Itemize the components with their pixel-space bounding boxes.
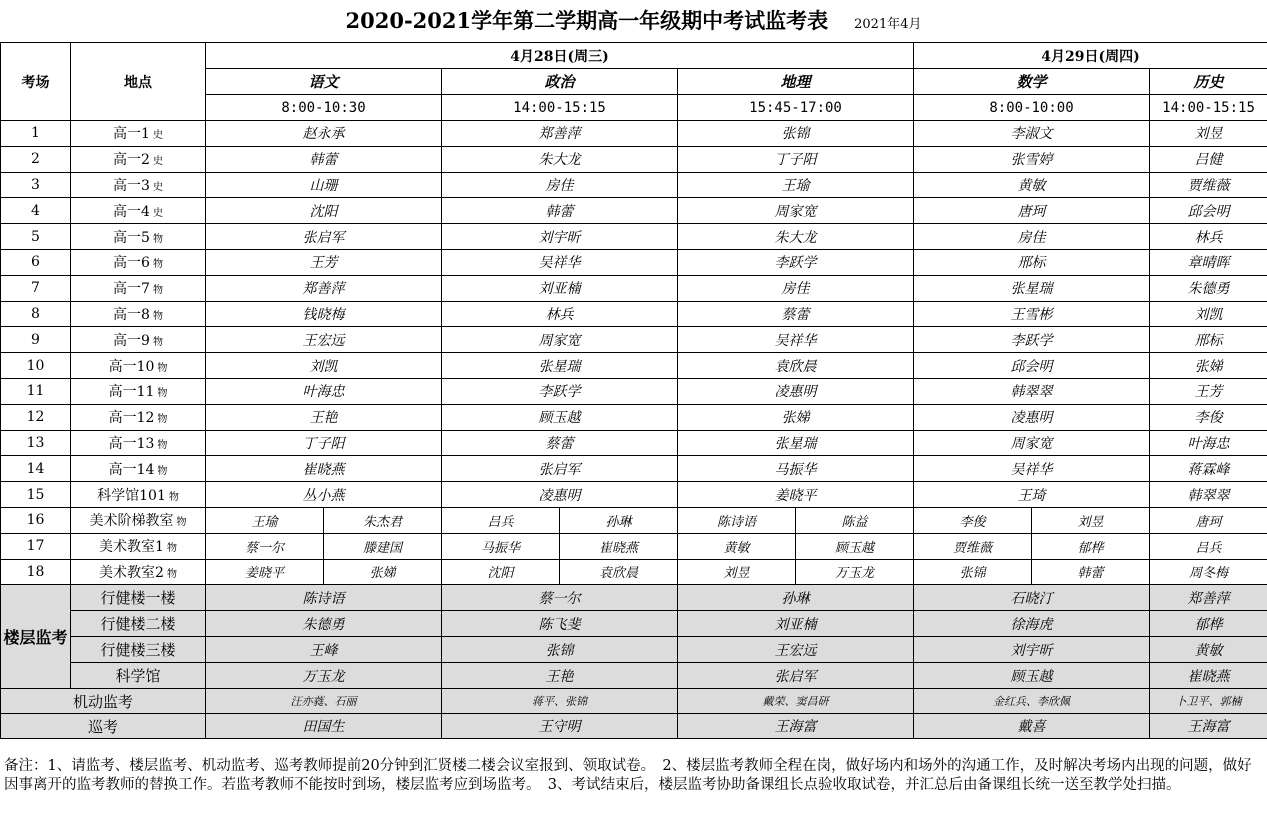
floor-section-label: 楼层监考 xyxy=(1,585,71,689)
room-location xyxy=(71,198,206,224)
table-row xyxy=(1,559,1267,585)
proctor-cell: 凌惠明 xyxy=(914,404,1150,430)
proctor-cell: 张星瑞 xyxy=(678,430,914,456)
proctor-cell: 周冬梅 xyxy=(1150,559,1267,585)
table-row xyxy=(1,224,1267,250)
proctor-cell: 邱会明 xyxy=(1150,198,1267,224)
proctor-cell: 韩蕾 xyxy=(442,198,678,224)
floor-proctor-cell: 张锦 xyxy=(442,637,678,663)
room-track-tag: 史 xyxy=(152,181,163,193)
room-track-tag: 物 xyxy=(168,491,179,503)
proctor-cell: 吴祥华 xyxy=(678,327,914,353)
room-location xyxy=(71,301,206,327)
proctor-cell: 韩蕾 xyxy=(1032,559,1150,585)
room-track-tag: 史 xyxy=(152,130,163,142)
proctor-cell: 房佳 xyxy=(914,224,1150,250)
room-number: 17 xyxy=(1,533,71,559)
table-row xyxy=(1,172,1267,198)
proctor-cell: 李俊 xyxy=(1150,404,1267,430)
subject-header: 历史 xyxy=(1150,69,1267,95)
proctor-cell: 叶海忠 xyxy=(206,378,442,404)
room-track-tag: 物 xyxy=(157,439,168,451)
proctor-cell: 沈阳 xyxy=(442,559,560,585)
proctor-cell: 万玉龙 xyxy=(796,559,914,585)
proctor-cell: 袁欣晨 xyxy=(560,559,678,585)
floor-row xyxy=(1,611,1267,637)
floor-proctor-cell: 王艳 xyxy=(442,663,678,689)
room-number: 13 xyxy=(1,430,71,456)
proctor-cell: 顾玉越 xyxy=(442,404,678,430)
room-track-tag: 史 xyxy=(152,207,163,219)
proctor-cell: 丁子阳 xyxy=(206,430,442,456)
time-header: 8:00-10:30 xyxy=(206,95,442,121)
room-track-tag: 物 xyxy=(152,310,163,322)
proctor-cell: 张雪婷 xyxy=(914,146,1150,172)
proctor-cell: 黄敏 xyxy=(678,533,796,559)
proctor-cell: 王艳 xyxy=(206,404,442,430)
proctor-cell: 朱大龙 xyxy=(442,146,678,172)
proctor-cell: 王瑜 xyxy=(678,172,914,198)
time-header: 14:00-15:15 xyxy=(442,95,678,121)
proctor-cell: 周家宽 xyxy=(914,430,1150,456)
proctor-cell: 郑善萍 xyxy=(442,121,678,147)
room-location-text: 高一7 xyxy=(113,281,150,298)
floor-proctor-cell: 张启军 xyxy=(678,663,914,689)
room-location-text: 高一9 xyxy=(113,332,150,349)
room-track-tag: 史 xyxy=(152,156,163,168)
room-location xyxy=(71,224,206,250)
proctor-cell: 陈益 xyxy=(796,507,914,533)
table-row xyxy=(1,327,1267,353)
room-number: 10 xyxy=(1,353,71,379)
floor-proctor-cell: 陈诗语 xyxy=(206,585,442,611)
room-location-text: 高一13 xyxy=(108,435,155,452)
proctor-cell: 刘凯 xyxy=(206,353,442,379)
floor-row xyxy=(1,585,1267,611)
proctor-cell: 林兵 xyxy=(442,301,678,327)
floor-proctor-cell: 郁桦 xyxy=(1150,611,1267,637)
floor-proctor-cell: 黄敏 xyxy=(1150,637,1267,663)
proctor-cell: 张娣 xyxy=(324,559,442,585)
table-row xyxy=(1,275,1267,301)
proctor-cell: 王宏远 xyxy=(206,327,442,353)
table-row xyxy=(1,507,1267,533)
proctor-cell: 王琦 xyxy=(914,482,1150,508)
proctor-cell: 陈诗语 xyxy=(678,507,796,533)
proctor-cell: 姜晓平 xyxy=(206,559,324,585)
table-row xyxy=(1,404,1267,430)
page-title xyxy=(0,0,1267,42)
room-location xyxy=(71,456,206,482)
proctor-cell: 袁欣晨 xyxy=(678,353,914,379)
proctor-cell: 李淑文 xyxy=(914,121,1150,147)
mobile-proctor-cell: 卜卫平、郭楠 xyxy=(1150,689,1267,714)
proctor-cell: 刘宇昕 xyxy=(442,224,678,250)
subject-header: 语文 xyxy=(206,69,442,95)
notes: 备注：1、请监考、楼层监考、机动监考、巡考教师提前20分钟到汇贤楼二楼会议室报到、领取试卷。 2、楼层监考教师全程在岗，做好场内和场外的沟通工作，及时解决考场内出现的问题，做好因事离开的监考教师的替换工作。若监考教师不能按时到场，楼层监考应到场监考。 3、考试结束后，楼层监考协助备课组长点验收取试卷，并汇总后由备课组长统一送至教学处扫描。 xyxy=(4,758,1252,793)
proctor-cell: 唐珂 xyxy=(1150,507,1267,533)
room-track-tag: 物 xyxy=(152,259,163,271)
table-row xyxy=(1,146,1267,172)
room-location-text: 美术阶梯教室 xyxy=(89,513,174,530)
floor-proctor-cell: 石晓汀 xyxy=(914,585,1150,611)
patrol-cell: 王海富 xyxy=(678,714,914,739)
room-location-text: 高一2 xyxy=(113,152,150,169)
day-header: 4月28日(周三) xyxy=(206,43,914,69)
room-number: 1 xyxy=(1,121,71,147)
proctor-cell: 郁桦 xyxy=(1032,533,1150,559)
proctor-cell: 韩翠翠 xyxy=(1150,482,1267,508)
room-location-text: 高一1 xyxy=(113,126,150,143)
room-location-text: 高一3 xyxy=(113,177,150,194)
floor-name: 行健楼三楼 xyxy=(71,637,206,663)
mobile-proctor-cell: 戴荣、窦昌研 xyxy=(678,689,914,714)
proctor-cell: 吴祥华 xyxy=(914,456,1150,482)
table-row xyxy=(1,249,1267,275)
proctor-cell: 周家宽 xyxy=(678,198,914,224)
room-location-text: 高一10 xyxy=(108,358,155,375)
room-location xyxy=(71,482,206,508)
room-location xyxy=(71,172,206,198)
patrol-cell: 王海富 xyxy=(1150,714,1267,739)
proctor-cell: 张启军 xyxy=(206,224,442,250)
proctor-cell: 刘亚楠 xyxy=(442,275,678,301)
proctor-cell: 王芳 xyxy=(1150,378,1267,404)
room-number: 11 xyxy=(1,378,71,404)
room-number: 3 xyxy=(1,172,71,198)
proctor-cell: 张锦 xyxy=(914,559,1032,585)
proctor-cell: 王雪彬 xyxy=(914,301,1150,327)
proctor-cell: 蔡一尔 xyxy=(206,533,324,559)
room-number: 16 xyxy=(1,507,71,533)
floor-proctor-cell: 王宏远 xyxy=(678,637,914,663)
room-location-text: 高一14 xyxy=(108,461,155,478)
proctor-cell: 张娣 xyxy=(678,404,914,430)
proctor-cell: 朱大龙 xyxy=(678,224,914,250)
room-number: 5 xyxy=(1,224,71,250)
time-header: 8:00-10:00 xyxy=(914,95,1150,121)
floor-proctor-cell: 朱德勇 xyxy=(206,611,442,637)
room-number: 8 xyxy=(1,301,71,327)
proctor-cell: 邱会明 xyxy=(914,353,1150,379)
patrol-label: 巡考 xyxy=(1,714,206,739)
proctor-cell: 刘昱 xyxy=(1150,121,1267,147)
proctor-cell: 崔晓燕 xyxy=(560,533,678,559)
room-location xyxy=(71,327,206,353)
patrol-cell: 田国生 xyxy=(206,714,442,739)
schedule-table xyxy=(0,42,1267,739)
room-track-tag: 物 xyxy=(166,568,177,580)
proctor-cell: 王瑜 xyxy=(206,507,324,533)
room-track-tag: 物 xyxy=(166,543,177,555)
proctor-cell: 崔晓燕 xyxy=(206,456,442,482)
floor-row xyxy=(1,637,1267,663)
room-location-text: 高一6 xyxy=(113,255,150,272)
mobile-proctor-cell: 金红兵、李欣佩 xyxy=(914,689,1150,714)
room-location-text: 高一11 xyxy=(108,384,155,401)
floor-proctor-cell: 孙琳 xyxy=(678,585,914,611)
proctor-cell: 刘昱 xyxy=(1032,507,1150,533)
room-number: 12 xyxy=(1,404,71,430)
proctor-cell: 贾维薇 xyxy=(914,533,1032,559)
proctor-cell: 韩蕾 xyxy=(206,146,442,172)
room-location xyxy=(71,249,206,275)
time-header: 14:00-15:15 xyxy=(1150,95,1267,121)
room-location xyxy=(71,275,206,301)
proctor-cell: 吕兵 xyxy=(442,507,560,533)
floor-name: 科学馆 xyxy=(71,663,206,689)
proctor-cell: 邢标 xyxy=(914,249,1150,275)
floor-proctor-cell: 徐海虎 xyxy=(914,611,1150,637)
room-number: 18 xyxy=(1,559,71,585)
proctor-cell: 朱德勇 xyxy=(1150,275,1267,301)
room-track-tag: 物 xyxy=(152,336,163,348)
room-location xyxy=(71,404,206,430)
floor-proctor-cell: 刘宇昕 xyxy=(914,637,1150,663)
proctor-cell: 马振华 xyxy=(678,456,914,482)
mobile-proctor-cell: 汪亦蕤、石丽 xyxy=(206,689,442,714)
table-row xyxy=(1,121,1267,147)
title-date: 2021年4月 xyxy=(854,17,922,32)
proctor-cell: 李跃学 xyxy=(678,249,914,275)
proctor-cell: 赵永承 xyxy=(206,121,442,147)
proctor-cell: 张锦 xyxy=(678,121,914,147)
table-row xyxy=(1,456,1267,482)
proctor-cell: 顾玉越 xyxy=(796,533,914,559)
proctor-cell: 郑善萍 xyxy=(206,275,442,301)
table-row xyxy=(1,430,1267,456)
room-number: 6 xyxy=(1,249,71,275)
proctor-cell: 姜晓平 xyxy=(678,482,914,508)
floor-proctor-cell: 郑善萍 xyxy=(1150,585,1267,611)
proctor-cell: 蒋霖峰 xyxy=(1150,456,1267,482)
floor-proctor-cell: 崔晓燕 xyxy=(1150,663,1267,689)
room-track-tag: 物 xyxy=(157,414,168,426)
table-row xyxy=(1,353,1267,379)
room-track-tag: 物 xyxy=(157,388,168,400)
header-room: 考场 xyxy=(1,43,71,121)
room-track-tag: 物 xyxy=(152,285,163,297)
floor-proctor-cell: 蔡一尔 xyxy=(442,585,678,611)
room-number: 9 xyxy=(1,327,71,353)
table-row xyxy=(1,533,1267,559)
proctor-cell: 丁子阳 xyxy=(678,146,914,172)
room-number: 4 xyxy=(1,198,71,224)
room-location xyxy=(71,121,206,147)
proctor-cell: 黄敏 xyxy=(914,172,1150,198)
proctor-cell: 蔡蕾 xyxy=(442,430,678,456)
floor-name: 行健楼二楼 xyxy=(71,611,206,637)
room-location-text: 美术教室2 xyxy=(99,564,164,581)
proctor-cell: 周家宽 xyxy=(442,327,678,353)
proctor-cell: 吕健 xyxy=(1150,146,1267,172)
subject-header: 政治 xyxy=(442,69,678,95)
proctor-cell: 滕建国 xyxy=(324,533,442,559)
proctor-cell: 山珊 xyxy=(206,172,442,198)
header-location: 地点 xyxy=(71,43,206,121)
floor-proctor-cell: 王峰 xyxy=(206,637,442,663)
proctor-cell: 张娣 xyxy=(1150,353,1267,379)
room-location-text: 科学馆101 xyxy=(97,487,166,504)
proctor-cell: 马振华 xyxy=(442,533,560,559)
proctor-cell: 房佳 xyxy=(678,275,914,301)
room-location-text: 高一12 xyxy=(108,410,155,427)
proctor-cell: 邢标 xyxy=(1150,327,1267,353)
room-location xyxy=(71,430,206,456)
floor-name: 行健楼一楼 xyxy=(71,585,206,611)
room-number: 14 xyxy=(1,456,71,482)
table-row xyxy=(1,301,1267,327)
table-row xyxy=(1,482,1267,508)
room-number: 15 xyxy=(1,482,71,508)
subject-header: 数学 xyxy=(914,69,1150,95)
room-location xyxy=(71,378,206,404)
proctor-cell: 刘昱 xyxy=(678,559,796,585)
patrol-cell: 戴喜 xyxy=(914,714,1150,739)
room-location xyxy=(71,533,206,559)
proctor-cell: 张星瑞 xyxy=(442,353,678,379)
patrol-row xyxy=(1,714,1267,739)
room-location-text: 高一5 xyxy=(113,229,150,246)
room-number: 2 xyxy=(1,146,71,172)
mobile-proctor-cell: 蒋平、张锦 xyxy=(442,689,678,714)
proctor-cell: 李跃学 xyxy=(914,327,1150,353)
time-header: 15:45-17:00 xyxy=(678,95,914,121)
proctor-cell: 张启军 xyxy=(442,456,678,482)
proctor-cell: 沈阳 xyxy=(206,198,442,224)
room-location-text: 高一4 xyxy=(113,203,150,220)
proctor-cell: 凌惠明 xyxy=(442,482,678,508)
proctor-cell: 吴祥华 xyxy=(442,249,678,275)
room-track-tag: 物 xyxy=(176,517,187,529)
proctor-cell: 蔡蕾 xyxy=(678,301,914,327)
floor-proctor-cell: 顾玉越 xyxy=(914,663,1150,689)
room-location xyxy=(71,353,206,379)
room-track-tag: 物 xyxy=(157,362,168,374)
proctor-cell: 朱杰君 xyxy=(324,507,442,533)
proctor-cell: 房佳 xyxy=(442,172,678,198)
proctor-cell: 贾维薇 xyxy=(1150,172,1267,198)
proctor-cell: 丛小燕 xyxy=(206,482,442,508)
proctor-cell: 章晴晖 xyxy=(1150,249,1267,275)
proctor-cell: 唐珂 xyxy=(914,198,1150,224)
table-row xyxy=(1,378,1267,404)
room-track-tag: 物 xyxy=(157,465,168,477)
mobile-label: 机动监考 xyxy=(1,689,206,714)
proctor-cell: 李俊 xyxy=(914,507,1032,533)
proctor-cell: 韩翠翠 xyxy=(914,378,1150,404)
floor-proctor-cell: 万玉龙 xyxy=(206,663,442,689)
proctor-cell: 林兵 xyxy=(1150,224,1267,250)
room-number: 7 xyxy=(1,275,71,301)
proctor-cell: 凌惠明 xyxy=(678,378,914,404)
floor-proctor-cell: 刘亚楠 xyxy=(678,611,914,637)
title-text: 2020-2021学年第二学期高一年级期中考试监考表 xyxy=(345,8,829,33)
table-row xyxy=(1,198,1267,224)
proctor-cell: 孙琳 xyxy=(560,507,678,533)
proctor-cell: 王芳 xyxy=(206,249,442,275)
proctor-cell: 叶海忠 xyxy=(1150,430,1267,456)
proctor-cell: 吕兵 xyxy=(1150,533,1267,559)
room-location xyxy=(71,146,206,172)
room-location-text: 高一8 xyxy=(113,306,150,323)
mobile-row xyxy=(1,689,1267,714)
subject-header: 地理 xyxy=(678,69,914,95)
proctor-cell: 刘凯 xyxy=(1150,301,1267,327)
proctor-cell: 李跃学 xyxy=(442,378,678,404)
floor-row xyxy=(1,663,1267,689)
patrol-cell: 王守明 xyxy=(442,714,678,739)
room-location xyxy=(71,507,206,533)
proctor-cell: 钱晓梅 xyxy=(206,301,442,327)
room-track-tag: 物 xyxy=(152,233,163,245)
floor-proctor-cell: 陈飞斐 xyxy=(442,611,678,637)
proctor-cell: 张星瑞 xyxy=(914,275,1150,301)
day-header: 4月29日(周四) xyxy=(914,43,1267,69)
room-location-text: 美术教室1 xyxy=(99,539,164,556)
room-location xyxy=(71,559,206,585)
